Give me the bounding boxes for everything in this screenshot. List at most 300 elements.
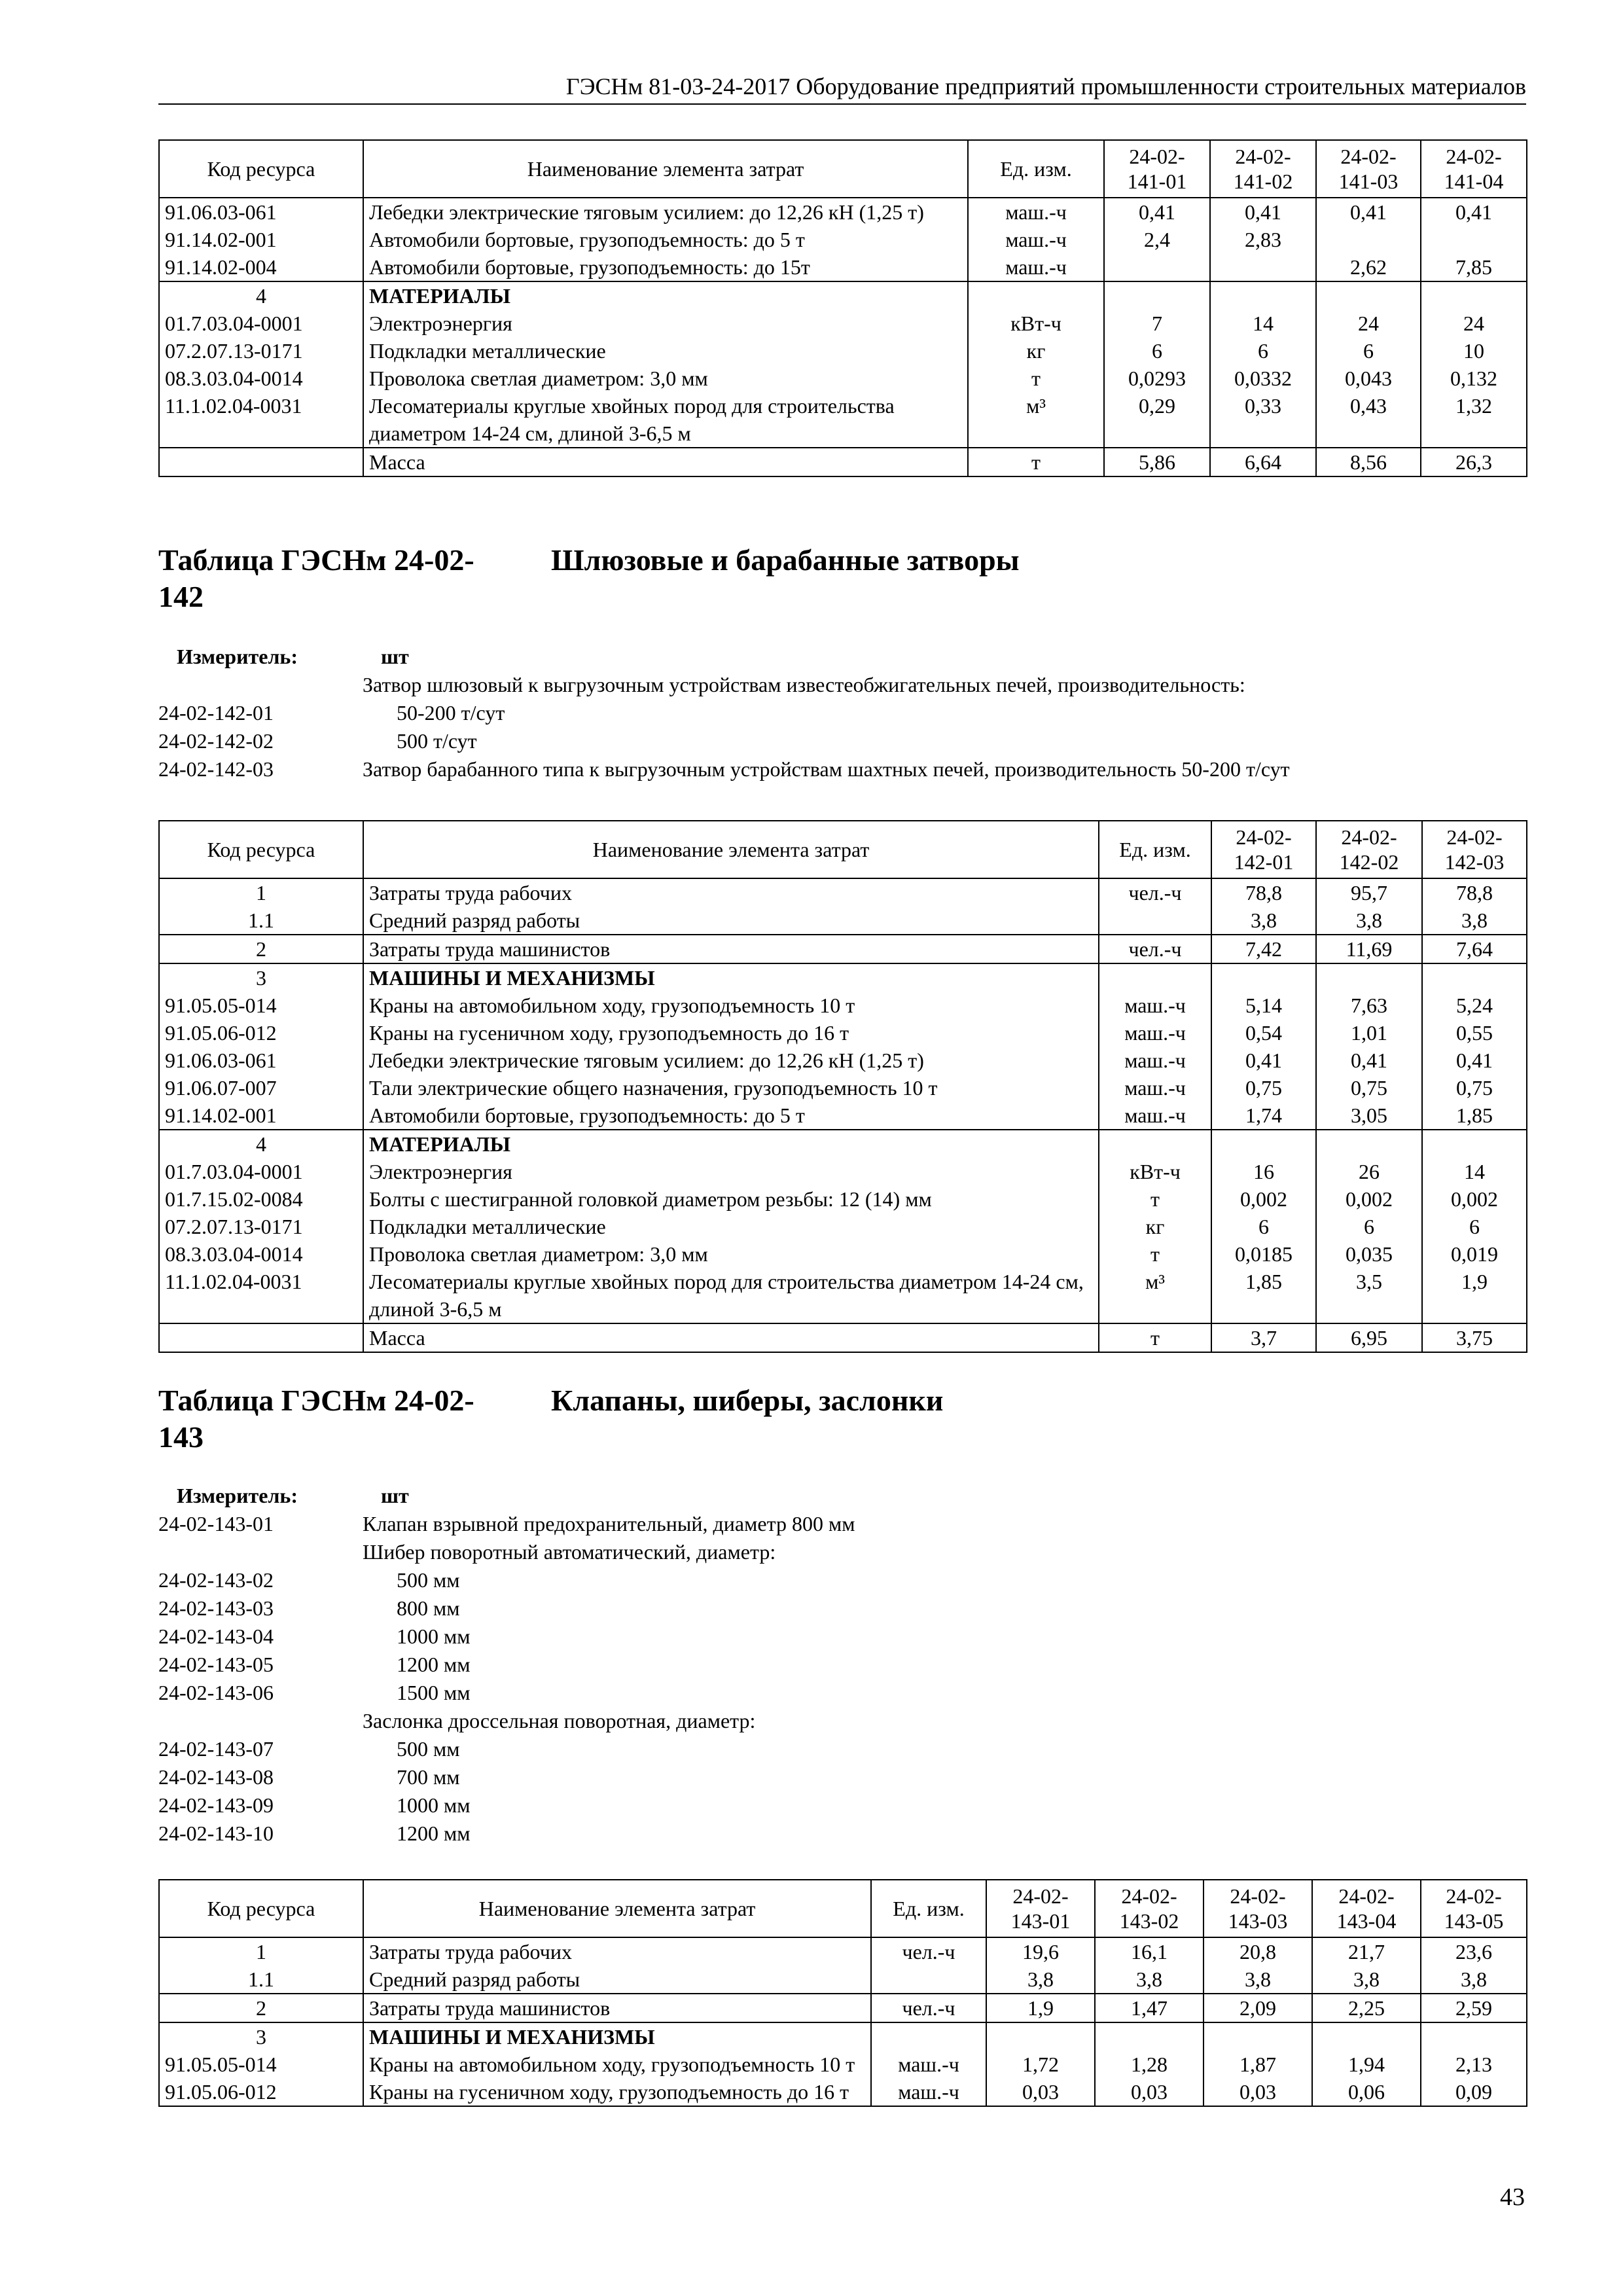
unit: маш.-ч — [968, 226, 1104, 253]
resource-code: 91.05.06-012 — [159, 2078, 363, 2106]
unit — [1099, 906, 1211, 935]
norm-value: 0,41 — [1421, 198, 1527, 226]
table-row — [159, 2078, 1527, 2106]
col-header-norm: 24-02- 143-03 — [1204, 1880, 1312, 1937]
resource-name: Электроэнергия — [363, 1158, 1099, 1185]
table-row — [159, 310, 1527, 337]
table-number: Таблица ГЭСНм 24-02- — [158, 543, 474, 577]
unit: маш.-ч — [1099, 992, 1211, 1019]
item-code: 24-02-143-02 — [158, 1568, 274, 1592]
norm-value: 7,64 — [1422, 935, 1527, 963]
meter-block-142 — [158, 643, 1533, 783]
resource-name: Подкладки металлические — [363, 1213, 1099, 1240]
norm-value — [1211, 1130, 1316, 1158]
item-text: 500 т/сут — [397, 729, 477, 753]
unit: м³ — [968, 392, 1104, 448]
norm-value — [1421, 281, 1527, 310]
norm-value: 2,4 — [1104, 226, 1210, 253]
table-row — [159, 963, 1527, 992]
table-row — [159, 1047, 1527, 1074]
norm-value — [1095, 2022, 1204, 2051]
table-number-suffix: 142 — [158, 580, 204, 613]
norm-value: 1,47 — [1095, 1994, 1204, 2022]
table-row — [159, 992, 1527, 1019]
table-caption: Клапаны, шиберы, заслонки — [551, 1384, 944, 1417]
resource-code: 91.05.05-014 — [159, 992, 363, 1019]
item-text: Затвор шлюзовый к выгрузочным устройствам известеобжигательных печей, производительность: — [363, 673, 1245, 696]
table-row — [159, 1019, 1527, 1047]
item-text: Заслонка дроссельная поворотная, диаметр: — [363, 1709, 756, 1732]
norm-value: 0,03 — [1204, 2078, 1312, 2106]
resource-name: Тали электрические общего назначения, грузоподъемность 10 т — [363, 1074, 1099, 1102]
resource-code: 2 — [159, 935, 363, 963]
resource-name: Затраты труда рабочих — [363, 878, 1099, 906]
item-code: 24-02-143-08 — [158, 1765, 274, 1789]
norm-value: 16 — [1211, 1158, 1316, 1185]
norm-value — [1210, 253, 1316, 281]
norm-value: 3,5 — [1316, 1268, 1422, 1323]
norm-value: 0,09 — [1421, 2078, 1527, 2106]
item-text: 1200 мм — [397, 1653, 471, 1676]
resource-code: 91.05.06-012 — [159, 1019, 363, 1047]
norm-value: 7,42 — [1211, 935, 1316, 963]
col-header-norm: 24-02- 143-04 — [1312, 1880, 1421, 1937]
unit: чел.-ч — [1099, 935, 1211, 963]
norm-value: 0,41 — [1211, 1047, 1316, 1074]
norm-value: 1,9 — [1422, 1268, 1527, 1323]
item-text: Клапан взрывной предохранительный, диаметр 800 мм — [363, 1512, 855, 1535]
unit: чел.-ч — [871, 1937, 986, 1965]
norm-value: 78,8 — [1422, 878, 1527, 906]
unit — [871, 1965, 986, 1994]
table-row — [159, 1323, 1527, 1352]
unit — [1099, 1130, 1211, 1158]
unit: т — [968, 448, 1104, 476]
unit — [871, 2022, 986, 2051]
resource-code: 91.14.02-001 — [159, 1102, 363, 1130]
resource-code: 3 — [159, 963, 363, 992]
resource-code: 07.2.07.13-0171 — [159, 1213, 363, 1240]
norm-value — [1316, 963, 1422, 992]
norm-value: 21,7 — [1312, 1937, 1421, 1965]
unit — [1099, 963, 1211, 992]
table-row — [159, 1994, 1527, 2022]
norm-value: 0,002 — [1316, 1185, 1422, 1213]
table-row — [159, 1937, 1527, 1965]
resource-name: Лебедки электрические тяговым усилием: до 12,26 кН (1,25 т) — [363, 1047, 1099, 1074]
norm-value: 26 — [1316, 1158, 1422, 1185]
table-row — [159, 392, 1527, 448]
table-row — [159, 365, 1527, 392]
item-text: 800 мм — [397, 1596, 460, 1620]
col-header-unit: Ед. изм. — [871, 1880, 986, 1937]
item-code — [158, 1538, 363, 1566]
item-text: 1500 мм — [397, 1681, 471, 1704]
norm-value — [1210, 281, 1316, 310]
meter-block-143 — [158, 1482, 1533, 1848]
resource-code — [159, 1323, 363, 1352]
resource-name: Краны на гусеничном ходу, грузоподъемность до 16 т — [363, 1019, 1099, 1047]
norm-value: 0,0185 — [1211, 1240, 1316, 1268]
norm-value: 1,01 — [1316, 1019, 1422, 1047]
resource-name: Проволока светлая диаметром: 3,0 мм — [363, 1240, 1099, 1268]
unit: маш.-ч — [1099, 1019, 1211, 1047]
table-row — [159, 1213, 1527, 1240]
norm-value: 95,7 — [1316, 878, 1422, 906]
table-row — [159, 337, 1527, 365]
meter-label: Измеритель: — [177, 1484, 298, 1507]
norm-value: 24 — [1316, 310, 1421, 337]
norm-value: 3,8 — [1312, 1965, 1421, 1994]
norm-value: 24 — [1421, 310, 1527, 337]
norm-value: 16,1 — [1095, 1937, 1204, 1965]
unit: маш.-ч — [1099, 1074, 1211, 1102]
resource-code: 1 — [159, 1937, 363, 1965]
norm-value: 6 — [1210, 337, 1316, 365]
norm-value: 6 — [1104, 337, 1210, 365]
table-row — [159, 1185, 1527, 1213]
table-row — [159, 1158, 1527, 1185]
norm-value: 2,62 — [1316, 253, 1421, 281]
item-text: 500 мм — [397, 1568, 460, 1592]
unit: чел.-ч — [871, 1994, 986, 2022]
resource-name: МАШИНЫ И МЕХАНИЗМЫ — [363, 963, 1099, 992]
norm-value: 0,55 — [1422, 1019, 1527, 1047]
table-row — [159, 2051, 1527, 2078]
norm-value: 6 — [1211, 1213, 1316, 1240]
unit: кВт-ч — [1099, 1158, 1211, 1185]
norm-value: 0,41 — [1422, 1047, 1527, 1074]
unit: чел.-ч — [1099, 878, 1211, 906]
norm-value: 3,75 — [1422, 1323, 1527, 1352]
item-code — [158, 671, 363, 699]
unit: т — [1099, 1323, 1211, 1352]
norm-value: 0,75 — [1422, 1074, 1527, 1102]
norm-value: 0,03 — [986, 2078, 1095, 2106]
col-header-name: Наименование элемента затрат — [363, 1880, 871, 1937]
table-number-suffix: 143 — [158, 1420, 204, 1454]
unit: т — [1099, 1185, 1211, 1213]
norm-value — [1316, 281, 1421, 310]
unit: маш.-ч — [968, 198, 1104, 226]
resource-name: Краны на гусеничном ходу, грузоподъемность до 16 т — [363, 2078, 871, 2106]
item-code: 24-02-143-09 — [158, 1793, 274, 1817]
col-header-name: Наименование элемента затрат — [363, 821, 1099, 878]
col-header-unit: Ед. изм. — [1099, 821, 1211, 878]
resource-table-143 — [158, 1879, 1527, 2107]
norm-value: 0,043 — [1316, 365, 1421, 392]
resource-code: 01.7.03.04-0001 — [159, 310, 363, 337]
resource-code: 91.06.07-007 — [159, 1074, 363, 1102]
item-text: 500 мм — [397, 1737, 460, 1761]
resource-name: Затраты труда машинистов — [363, 935, 1099, 963]
norm-value: 3,8 — [1422, 906, 1527, 935]
table-row — [159, 1240, 1527, 1268]
norm-value: 6 — [1316, 337, 1421, 365]
norm-value: 14 — [1210, 310, 1316, 337]
resource-name: Автомобили бортовые, грузоподъемность: до 5 т — [363, 1102, 1099, 1130]
norm-value: 0,002 — [1211, 1185, 1316, 1213]
norm-value — [1211, 963, 1316, 992]
norm-value: 10 — [1421, 337, 1527, 365]
item-text: 1000 мм — [397, 1624, 471, 1648]
item-code: 24-02-143-07 — [158, 1737, 274, 1761]
table-row — [159, 226, 1527, 253]
page-header: ГЭСНм 81-03-24-2017 Оборудование предприятий промышленности строительных материалов — [158, 72, 1526, 105]
norm-value: 2,83 — [1210, 226, 1316, 253]
page-number: 43 — [1500, 2183, 1525, 2211]
norm-value: 3,8 — [1095, 1965, 1204, 1994]
resource-name: МАТЕРИАЛЫ — [363, 281, 968, 310]
unit: кг — [968, 337, 1104, 365]
col-header-norm: 24-02- 143-01 — [986, 1880, 1095, 1937]
norm-value — [1421, 2022, 1527, 2051]
norm-value: 1,85 — [1211, 1268, 1316, 1323]
norm-value: 3,8 — [986, 1965, 1095, 1994]
norm-value: 0,43 — [1316, 392, 1421, 448]
norm-value: 8,56 — [1316, 448, 1421, 476]
resource-code: 91.06.03-061 — [159, 1047, 363, 1074]
norm-value: 0,002 — [1422, 1185, 1527, 1213]
norm-value: 3,8 — [1316, 906, 1422, 935]
resource-code: 08.3.03.04-0014 — [159, 365, 363, 392]
norm-value: 3,7 — [1211, 1323, 1316, 1352]
resource-code: 3 — [159, 2022, 363, 2051]
table-caption: Шлюзовые и барабанные затворы — [551, 543, 1020, 577]
norm-value: 19,6 — [986, 1937, 1095, 1965]
norm-value: 23,6 — [1421, 1937, 1527, 1965]
resource-code: 91.05.05-014 — [159, 2051, 363, 2078]
unit: м³ — [1099, 1268, 1211, 1323]
norm-value — [1421, 226, 1527, 253]
norm-value: 20,8 — [1204, 1937, 1312, 1965]
resource-name: Масса — [363, 1323, 1099, 1352]
resource-name: МАТЕРИАЛЫ — [363, 1130, 1099, 1158]
unit: маш.-ч — [871, 2051, 986, 2078]
norm-value: 0,03 — [1095, 2078, 1204, 2106]
col-header-norm: 24-02- 141-02 — [1210, 140, 1316, 198]
norm-value: 0,06 — [1312, 2078, 1421, 2106]
unit: маш.-ч — [968, 253, 1104, 281]
norm-value: 1,74 — [1211, 1102, 1316, 1130]
col-header-code: Код ресурса — [159, 821, 363, 878]
table-row — [159, 253, 1527, 281]
resource-name: Болты с шестигранной головкой диаметром резьбы: 12 (14) мм — [363, 1185, 1099, 1213]
table-row — [159, 198, 1527, 226]
resource-code — [159, 448, 363, 476]
item-code: 24-02-143-03 — [158, 1596, 274, 1620]
resource-name: МАШИНЫ И МЕХАНИЗМЫ — [363, 2022, 871, 2051]
norm-value: 0,41 — [1316, 198, 1421, 226]
resource-code: 11.1.02.04-0031 — [159, 1268, 363, 1323]
unit — [968, 281, 1104, 310]
norm-value: 5,24 — [1422, 992, 1527, 1019]
norm-value: 78,8 — [1211, 878, 1316, 906]
resource-name: Средний разряд работы — [363, 1965, 871, 1994]
resource-code: 1.1 — [159, 906, 363, 935]
table-row — [159, 1130, 1527, 1158]
norm-value: 11,69 — [1316, 935, 1422, 963]
norm-value: 0,33 — [1210, 392, 1316, 448]
meter-label: Измеритель: — [177, 645, 298, 668]
resource-code: 2 — [159, 1994, 363, 2022]
norm-value: 7,63 — [1316, 992, 1422, 1019]
norm-value — [986, 2022, 1095, 2051]
norm-value: 7 — [1104, 310, 1210, 337]
norm-value: 2,59 — [1421, 1994, 1527, 2022]
item-code: 24-02-143-01 — [158, 1512, 274, 1535]
norm-value: 26,3 — [1421, 448, 1527, 476]
norm-value: 3,05 — [1316, 1102, 1422, 1130]
table-row — [159, 2022, 1527, 2051]
col-header-code: Код ресурса — [159, 1880, 363, 1937]
norm-value: 6,95 — [1316, 1323, 1422, 1352]
table-row — [159, 1102, 1527, 1130]
norm-value: 1,72 — [986, 2051, 1095, 2078]
col-header-norm: 24-02- 141-04 — [1421, 140, 1527, 198]
unit: кг — [1099, 1213, 1211, 1240]
resource-code: 11.1.02.04-0031 — [159, 392, 363, 448]
table-number: Таблица ГЭСНм 24-02- — [158, 1384, 474, 1417]
unit: кВт-ч — [968, 310, 1104, 337]
item-code: 24-02-142-03 — [158, 757, 274, 781]
item-text: 700 мм — [397, 1765, 460, 1789]
item-code: 24-02-142-01 — [158, 701, 274, 725]
resource-name: Затраты труда машинистов — [363, 1994, 871, 2022]
col-header-norm: 24-02- 141-03 — [1316, 140, 1421, 198]
table-row — [159, 1965, 1527, 1994]
norm-value: 1,94 — [1312, 2051, 1421, 2078]
norm-value: 7,85 — [1421, 253, 1527, 281]
unit: маш.-ч — [871, 2078, 986, 2106]
resource-code: 07.2.07.13-0171 — [159, 337, 363, 365]
resource-name: Масса — [363, 448, 968, 476]
item-text: 1200 мм — [397, 1821, 471, 1845]
resource-code: 1.1 — [159, 1965, 363, 1994]
norm-value: 5,86 — [1104, 448, 1210, 476]
resource-code: 4 — [159, 281, 363, 310]
norm-value: 0,41 — [1316, 1047, 1422, 1074]
item-code: 24-02-143-10 — [158, 1821, 274, 1845]
norm-value: 6 — [1316, 1213, 1422, 1240]
norm-value: 1,32 — [1421, 392, 1527, 448]
norm-value: 14 — [1422, 1158, 1527, 1185]
resource-name: Подкладки металлические — [363, 337, 968, 365]
norm-value: 3,8 — [1421, 1965, 1527, 1994]
norm-value: 2,09 — [1204, 1994, 1312, 2022]
table-title-143 — [158, 1382, 944, 1456]
norm-value: 0,0332 — [1210, 365, 1316, 392]
table-row — [159, 281, 1527, 310]
norm-value: 0,29 — [1104, 392, 1210, 448]
unit: маш.-ч — [1099, 1047, 1211, 1074]
resource-table-141 — [158, 139, 1527, 477]
resource-name: Лебедки электрические тяговым усилием: до 12,26 кН (1,25 т) — [363, 198, 968, 226]
table-title-142 — [158, 542, 1020, 615]
resource-code: 01.7.03.04-0001 — [159, 1158, 363, 1185]
col-header-norm: 24-02- 143-05 — [1421, 1880, 1527, 1937]
norm-value: 0,75 — [1211, 1074, 1316, 1102]
norm-value: 0,54 — [1211, 1019, 1316, 1047]
unit: маш.-ч — [1099, 1102, 1211, 1130]
resource-name: Средний разряд работы — [363, 906, 1099, 935]
norm-value: 6,64 — [1210, 448, 1316, 476]
norm-value: 0,41 — [1210, 198, 1316, 226]
norm-value: 1,9 — [986, 1994, 1095, 2022]
norm-value — [1104, 253, 1210, 281]
meter-value: шт — [381, 645, 409, 668]
table-row — [159, 878, 1527, 906]
resource-code: 91.06.03-061 — [159, 198, 363, 226]
norm-value: 3,8 — [1204, 1965, 1312, 1994]
resource-name: Краны на автомобильном ходу, грузоподъемность 10 т — [363, 992, 1099, 1019]
col-header-code: Код ресурса — [159, 140, 363, 198]
norm-value — [1422, 963, 1527, 992]
table-row — [159, 1074, 1527, 1102]
item-code: 24-02-142-02 — [158, 729, 274, 753]
table-row — [159, 935, 1527, 963]
resource-code: 08.3.03.04-0014 — [159, 1240, 363, 1268]
col-header-unit: Ед. изм. — [968, 140, 1104, 198]
resource-name: Краны на автомобильном ходу, грузоподъемность 10 т — [363, 2051, 871, 2078]
norm-value: 0,75 — [1316, 1074, 1422, 1102]
norm-value: 1,85 — [1422, 1102, 1527, 1130]
unit: т — [1099, 1240, 1211, 1268]
resource-code: 01.7.15.02-0084 — [159, 1185, 363, 1213]
table-row — [159, 1268, 1527, 1323]
item-text: Шибер поворотный автоматический, диаметр: — [363, 1540, 776, 1564]
norm-value: 3,8 — [1211, 906, 1316, 935]
resource-name: Проволока светлая диаметром: 3,0 мм — [363, 365, 968, 392]
norm-value — [1316, 226, 1421, 253]
col-header-norm: 24-02- 142-02 — [1316, 821, 1422, 878]
table-row — [159, 906, 1527, 935]
resource-name: Лесоматериалы круглые хвойных пород для строительства диаметром 14-24 см, длиной 3-6,5 м — [363, 392, 968, 448]
item-code: 24-02-143-06 — [158, 1681, 274, 1704]
meter-value: шт — [381, 1484, 409, 1507]
resource-name: Автомобили бортовые, грузоподъемность: до 15т — [363, 253, 968, 281]
col-header-norm: 24-02- 142-01 — [1211, 821, 1316, 878]
norm-value: 0,019 — [1422, 1240, 1527, 1268]
resource-code: 91.14.02-001 — [159, 226, 363, 253]
norm-value: 1,28 — [1095, 2051, 1204, 2078]
resource-code: 91.14.02-004 — [159, 253, 363, 281]
item-code — [158, 1707, 363, 1735]
norm-value: 0,132 — [1421, 365, 1527, 392]
norm-value: 0,41 — [1104, 198, 1210, 226]
norm-value — [1422, 1130, 1527, 1158]
norm-value: 0,0293 — [1104, 365, 1210, 392]
resource-code: 1 — [159, 878, 363, 906]
norm-value — [1204, 2022, 1312, 2051]
col-header-norm: 24-02- 143-02 — [1095, 1880, 1204, 1937]
norm-value: 0,035 — [1316, 1240, 1422, 1268]
col-header-name: Наименование элемента затрат — [363, 140, 968, 198]
norm-value — [1316, 1130, 1422, 1158]
resource-name: Автомобили бортовые, грузоподъемность: до 5 т — [363, 226, 968, 253]
item-code: 24-02-143-05 — [158, 1653, 274, 1676]
resource-table-142 — [158, 820, 1527, 1353]
norm-value: 1,87 — [1204, 2051, 1312, 2078]
item-text: 50-200 т/сут — [397, 701, 505, 725]
col-header-norm: 24-02- 141-01 — [1104, 140, 1210, 198]
resource-name: Электроэнергия — [363, 310, 968, 337]
norm-value: 2,13 — [1421, 2051, 1527, 2078]
item-text: Затвор барабанного типа к выгрузочным устройствам шахтных печей, производительность 50-200 т/сут — [363, 757, 1290, 781]
item-text: 1000 мм — [397, 1793, 471, 1817]
norm-value: 5,14 — [1211, 992, 1316, 1019]
norm-value: 6 — [1422, 1213, 1527, 1240]
